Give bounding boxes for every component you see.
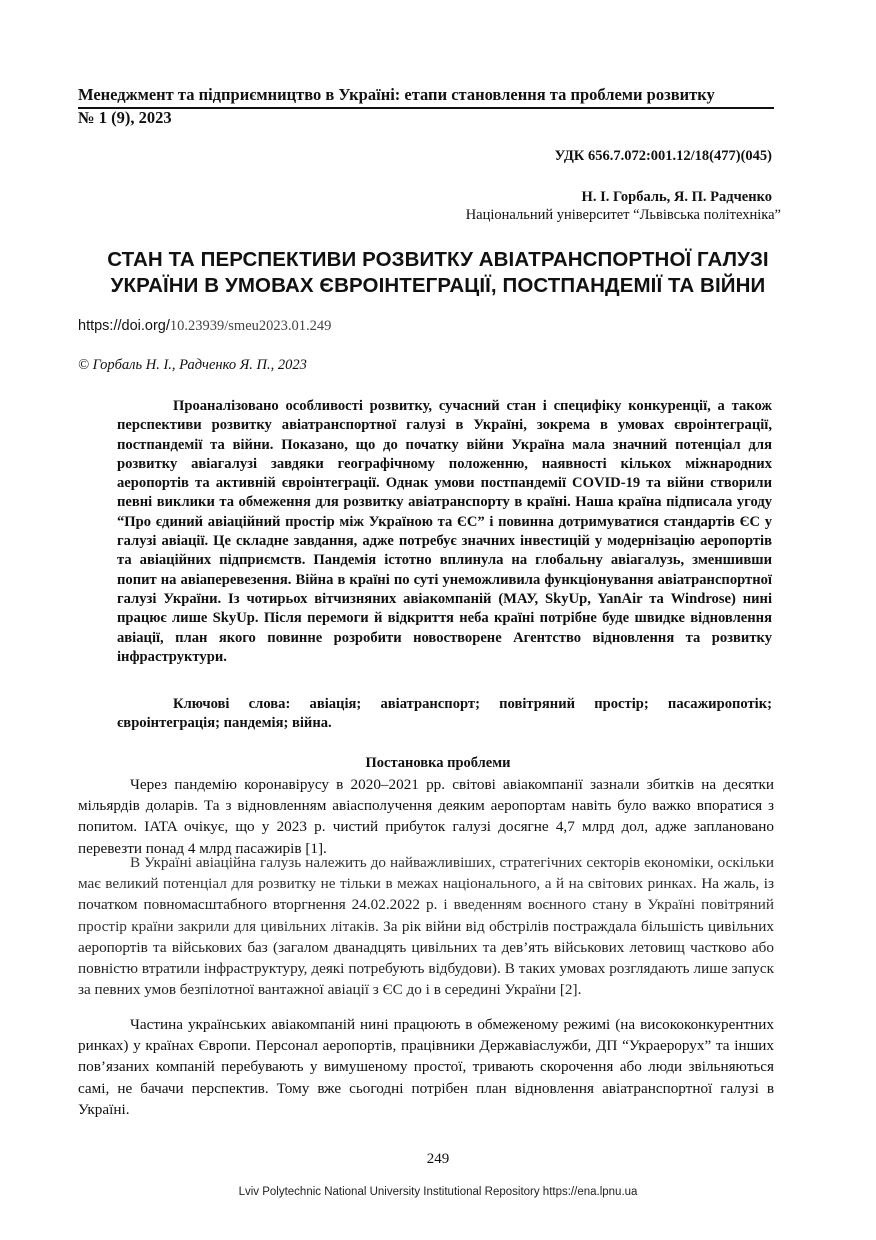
page-number: 249 bbox=[426, 1151, 450, 1167]
issue-number: № 1 (9), 2023 bbox=[78, 108, 172, 127]
authors: Н. І. Горбаль, Я. П. Радченко bbox=[581, 189, 772, 205]
abstract: Проаналізовано особливості розвитку, сучасний стан і специфіку конкуренції, а також перспективи розвитку авіатранспортної галузі в Україні, зокрема в умовах євроінтеграції, постпандемії та війни. Показано, що до початку війни Україна мала значний потенціал для розвитку авіагалузі завдяки географічному положенню, наявності кількох міжнародних аеропортів та активній євроінтеграції. Однак умови постпандемії COVID-19 та війни створили певні виклики та обмеження для розвитку авіатранспорту в країні. Наша країна підписала угоду “Про єдиний авіаційний простір між Україною та ЄС” і повинна дотримуватися стандартів ЄС у галузі авіації. Це складне завдання, адже потребує значних інвестицій у модернізацію аеропортів та авіаційних підприємств. Пандемія істотно вплинула на глобальну авіагалузь, зменшивши попит на авіаперевезення. Війна в країні по суті унеможливила функціонування авіатранспортної галузі України. Із чотирьох вітчизняних авіакомпаній (МАУ, SkyUp, YanAir та Windrose) нині працює лише SkyUp. Після перемоги й відкриття неба країні потрібне буде швидке відновлення авіації, план якого повинне розробити новостворене Агентство відновлення та розвитку інфраструктури. bbox=[117, 398, 772, 665]
affiliation: Національний університет “Львівська політехніка” bbox=[465, 207, 781, 223]
paragraph-2-part-b: На жаль, із початком повномасштабного вторгнення 24.02.2022 р. bbox=[78, 875, 775, 914]
section-heading: Постановка проблеми bbox=[365, 755, 511, 771]
title-line-2: УКРАЇНИ В УМОВАХ ЄВРОІНТЕГРАЦІЇ, ПОСТПАНДЕМІЇ ТА ВІЙНИ bbox=[110, 274, 766, 297]
repository-footer: Lviv Polytechnic National University Institutional Repository https://ena.lpnu.ua bbox=[238, 1186, 638, 1198]
paragraph-2-part-a: В Україні авіаційна галузь належить до найважливіших, стратегічних секторів економіки, оскільки має великий потенціал для розвитку не тільки в межах національного, а й на світових ринках. bbox=[78, 854, 774, 893]
title-line-1: СТАН ТА ПЕРСПЕКТИВИ РОЗВИТКУ АВІАТРАНСПОРТНОЇ ГАЛУЗІ bbox=[107, 248, 769, 271]
copyright: © Горбаль Н. І., Радченко Я. П., 2023 bbox=[78, 357, 307, 373]
doi-prefix[interactable]: https://doi.org/ bbox=[78, 318, 170, 334]
journal-header: Менеджмент та підприємництво в Україні: етапи становлення та проблеми розвитку bbox=[78, 84, 774, 109]
udc-code: УДК 656.7.072:001.12/18(477)(045) bbox=[554, 148, 772, 164]
paper-title bbox=[60, 247, 816, 299]
paragraph-3: Частина українських авіакомпаній нині працюють в обмеженому режимі (на висококонкурентних ринках) у країнах Європи. Персонал аеропортів, працівники Державіаслужби, ДП “Украерорух” та інших пов’язаних компаній перебувають у вимушеному простої, тривають скорочення або люди звільняються самі, не бачачи перспектив. Тому вже сьогодні потрібен план відновлення авіатранспортної галузі в Україні. bbox=[78, 1016, 774, 1118]
doi-number[interactable]: 10.23939/smeu2023.01.249 bbox=[169, 318, 332, 334]
doi-link[interactable] bbox=[78, 318, 331, 335]
paragraph-2 bbox=[78, 852, 774, 1000]
keywords: Ключові слова: авіація; авіатранспорт; повітряний простір; пасажиропотік; євроінтеграція; пандемія; війна. bbox=[117, 696, 772, 732]
paragraph-2-part-c: і введенням воєнного стану в Україні повітряний простір країни закрили для цивільних літаків. bbox=[78, 896, 774, 935]
paragraph-1: Через пандемію коронавірусу в 2020–2021 рр. світові авіакомпанії зазнали збитків на десятки мільярдів доларів. Та з відновленням авіасполучення деяким аеропортам навіть було важко впоратися з попитом. IATA очікує, що у 2023 р. чистий прибуток галузі досягне 4,7 млрд дол, адже заплановано перевезти понад 4 млрд пасажирів [1]. bbox=[78, 776, 774, 857]
paragraph-2-part-d: За рік війни від обстрілів постраждала більшість цивільних аеропортів та військових баз (загалом дванадцять цивільних та дев’ять військових летовищ частково або повністю втратили інфраструктуру, деякі потребують відбудови). В таких умовах розглядають лише запуск за певних умов безпілотної вантажної авіації з ЄС до і в середині України [2]. bbox=[78, 917, 775, 999]
